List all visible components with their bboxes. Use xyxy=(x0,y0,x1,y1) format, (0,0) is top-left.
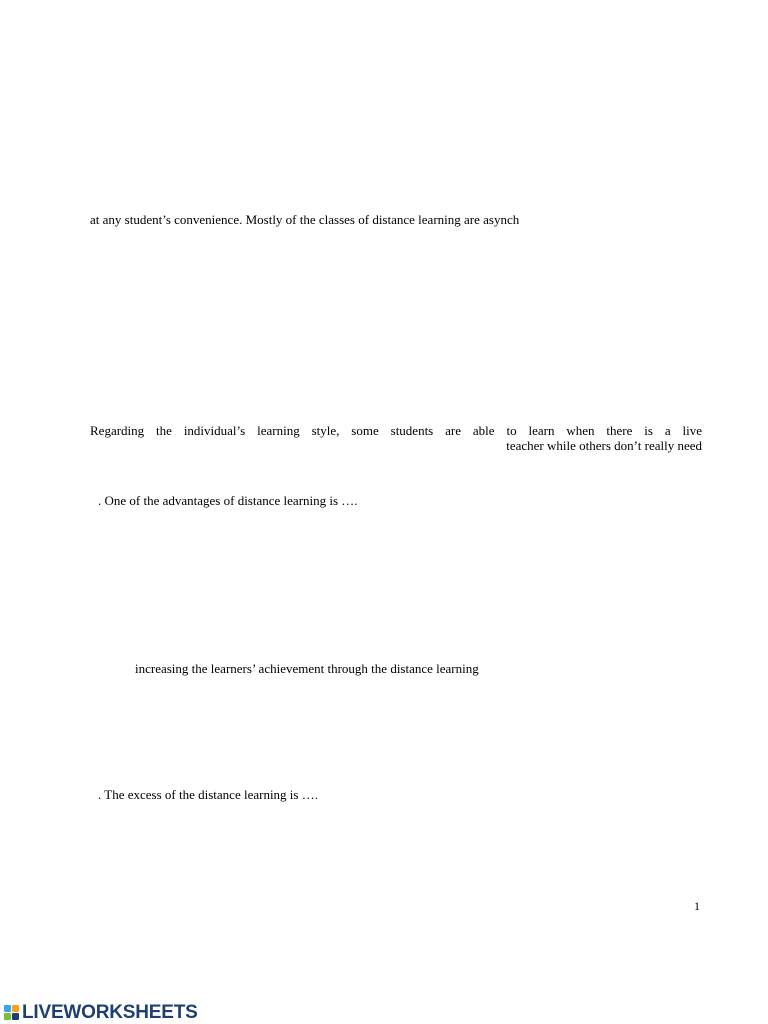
logo-square-1 xyxy=(4,1005,11,1012)
liveworksheets-logo-icon xyxy=(4,1005,20,1021)
page-number: 1 xyxy=(694,899,700,913)
paragraph-line-1: Regarding the individual’s learning style, some students are able to learn when there is a live xyxy=(90,423,702,438)
logo-square-3 xyxy=(4,1013,11,1020)
text-line-convenience: at any student’s convenience. Mostly of the classes of distance learning are asynch xyxy=(90,212,520,227)
question-advantages: . One of the advantages of distance learning is …. xyxy=(98,493,358,508)
liveworksheets-brand-text: LIVEWORKSHEETS xyxy=(22,1002,198,1023)
paragraph-learning-style xyxy=(90,423,702,453)
question-excess: . The excess of the distance learning is …. xyxy=(98,787,318,802)
paragraph-line-2: teacher while others don’t really need xyxy=(506,438,702,453)
text-line-achievement: increasing the learners’ achievement through the distance learning xyxy=(135,661,479,676)
logo-square-2 xyxy=(12,1005,19,1012)
liveworksheets-logo[interactable] xyxy=(4,1002,198,1024)
logo-square-4 xyxy=(12,1013,19,1020)
